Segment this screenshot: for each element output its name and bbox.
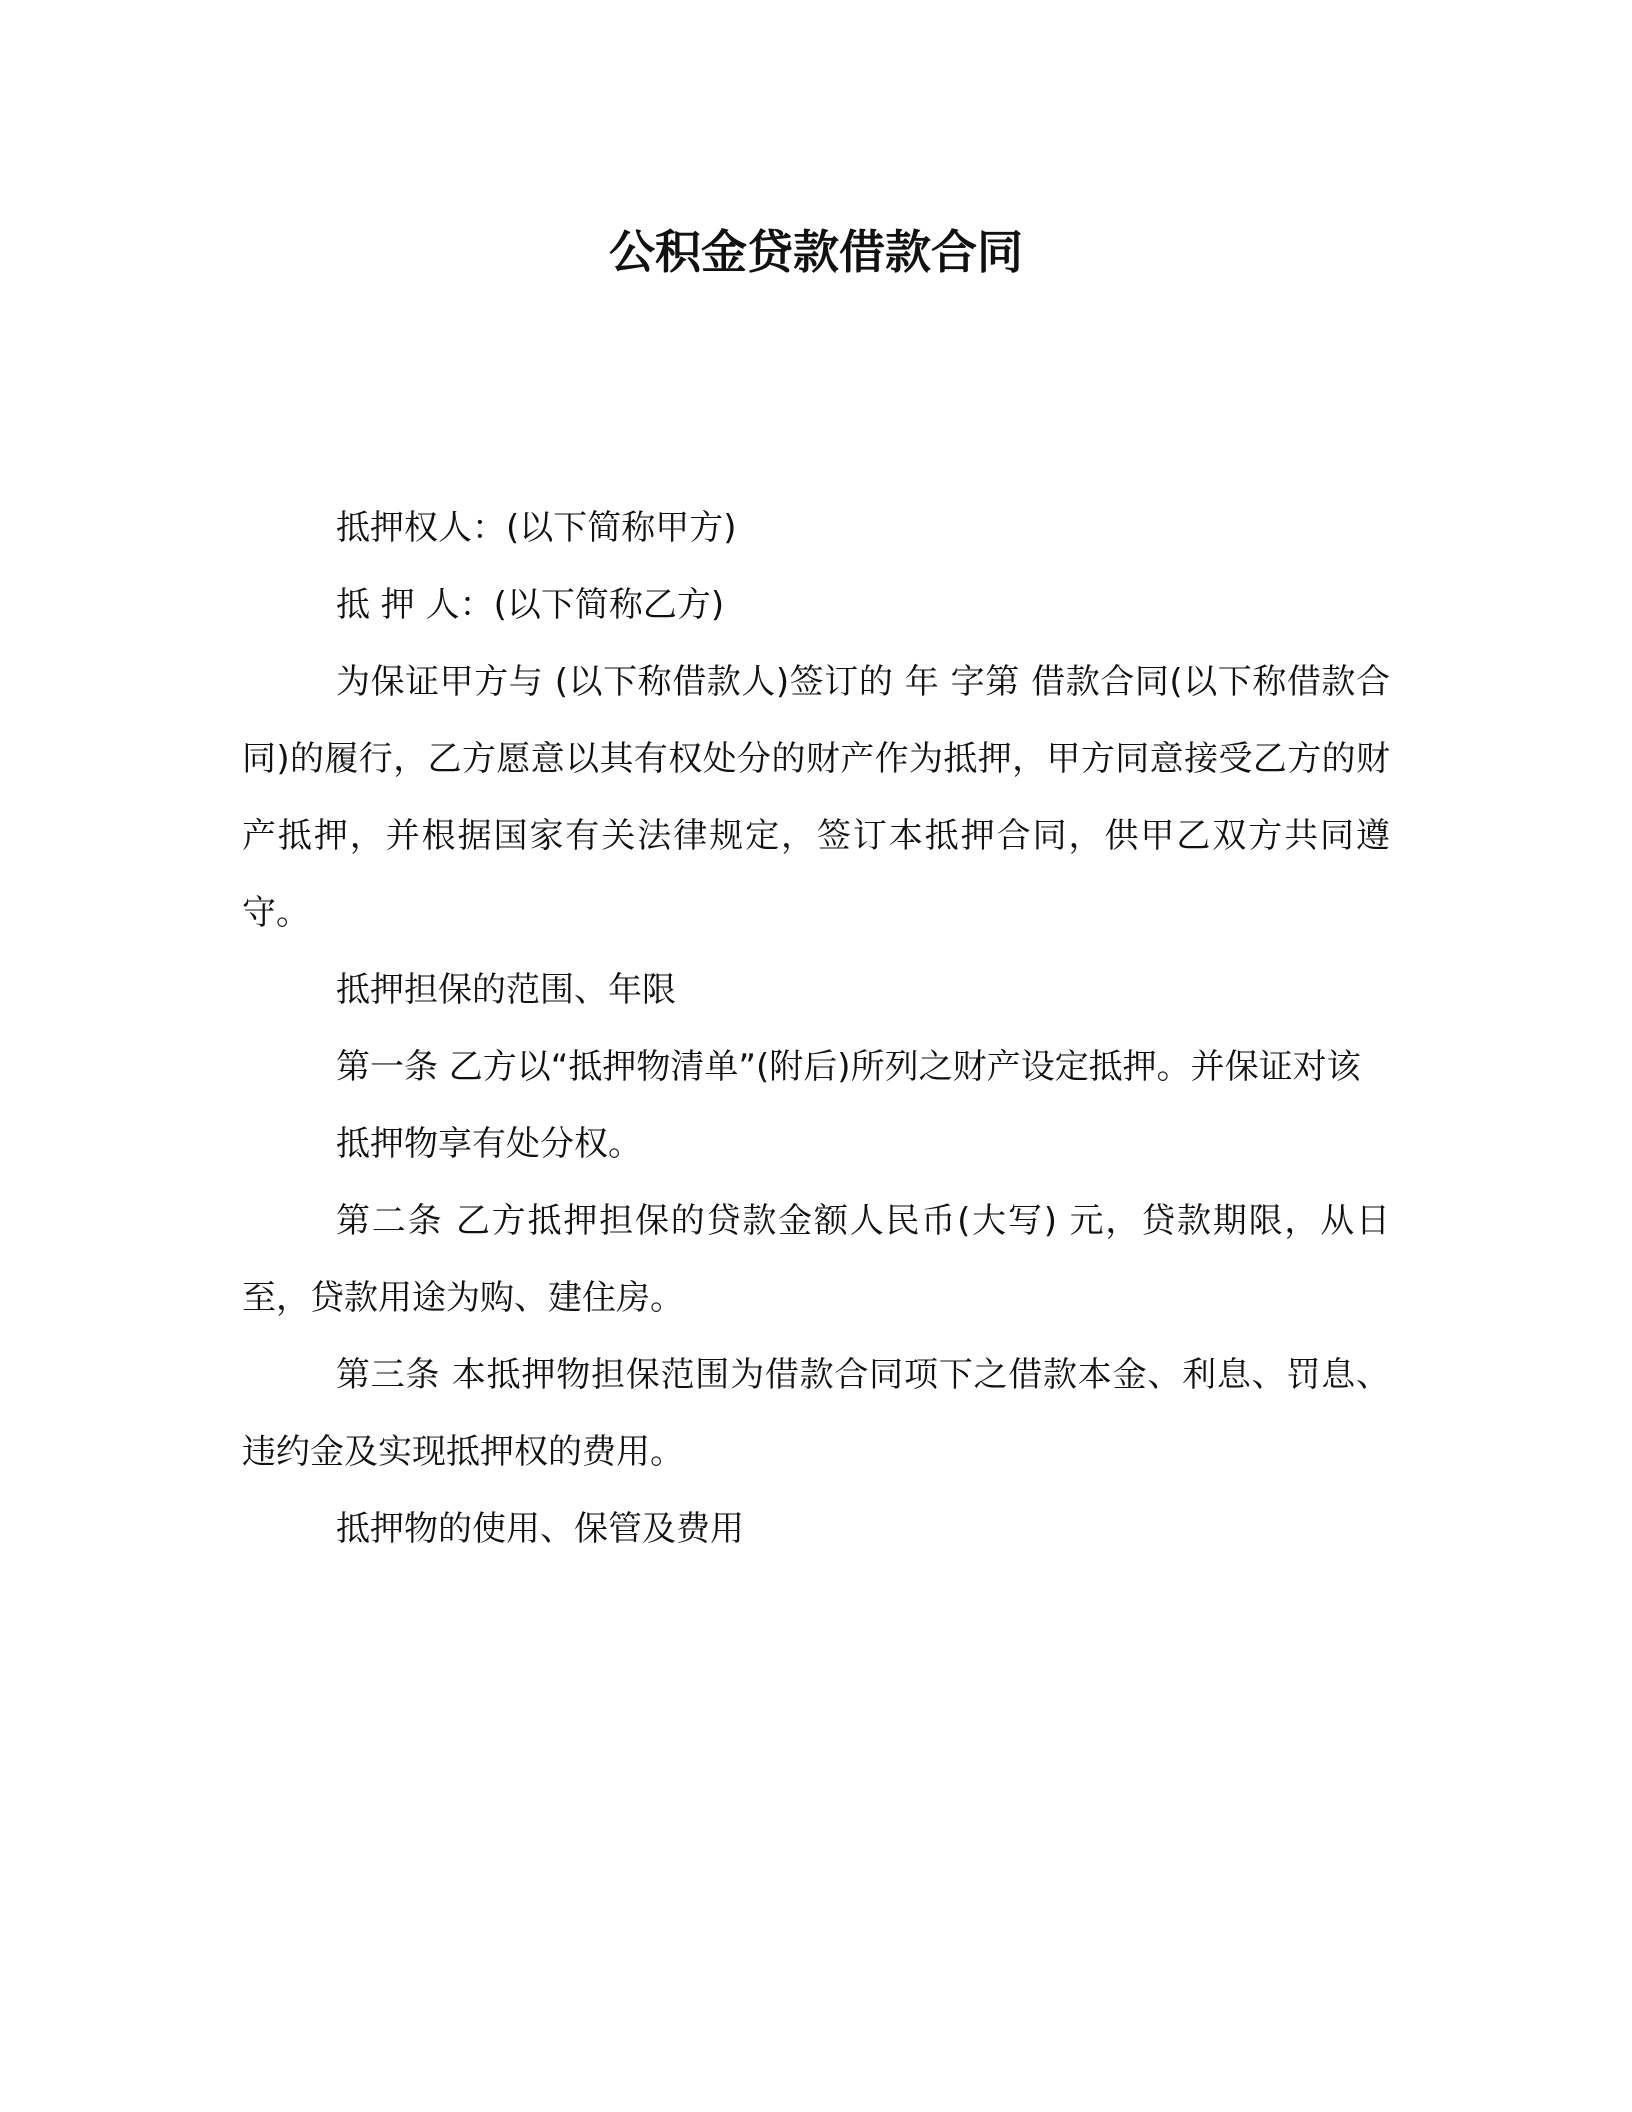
- paragraph-preamble: 为保证甲方与 (以下称借款人)签订的 年 字第 借款合同(以下称借款合同)的履行，乙方愿意以其有权处分的财产作为抵押，甲方同意接受乙方的财产抵押，并根据国家有关法律规定，签订本抵押合同，供甲乙双方共同遵守。: [242, 662, 1390, 933]
- paragraph-article-2: 第二条 乙方抵押担保的贷款金额人民币(大写) 元，贷款期限，从日至，贷款用途为购、建住房。: [242, 1201, 1390, 1318]
- section-heading-scope: 抵押担保的范围、年限: [336, 970, 676, 1010]
- document-title: 公积金贷款借款合同: [609, 225, 1023, 279]
- paragraph-mortgagee: 抵押权人：(以下简称甲方): [336, 508, 737, 548]
- document-body: [242, 490, 1390, 1568]
- paragraph-article-1-continued: 抵押物享有处分权。: [336, 1124, 642, 1164]
- paragraph-article-1: 第一条 乙方以“抵押物清单”(附后)所列之财产设定抵押。并保证对该: [336, 1047, 1361, 1087]
- paragraph-article-3: 第三条 本抵押物担保范围为借款合同项下之借款本金、利息、罚息、违约金及实现抵押权的费用。: [242, 1355, 1390, 1472]
- paragraph-mortgagor: 抵 押 人：(以下简称乙方): [336, 585, 725, 625]
- section-heading-use-custody: 抵押物的使用、保管及费用: [336, 1509, 744, 1549]
